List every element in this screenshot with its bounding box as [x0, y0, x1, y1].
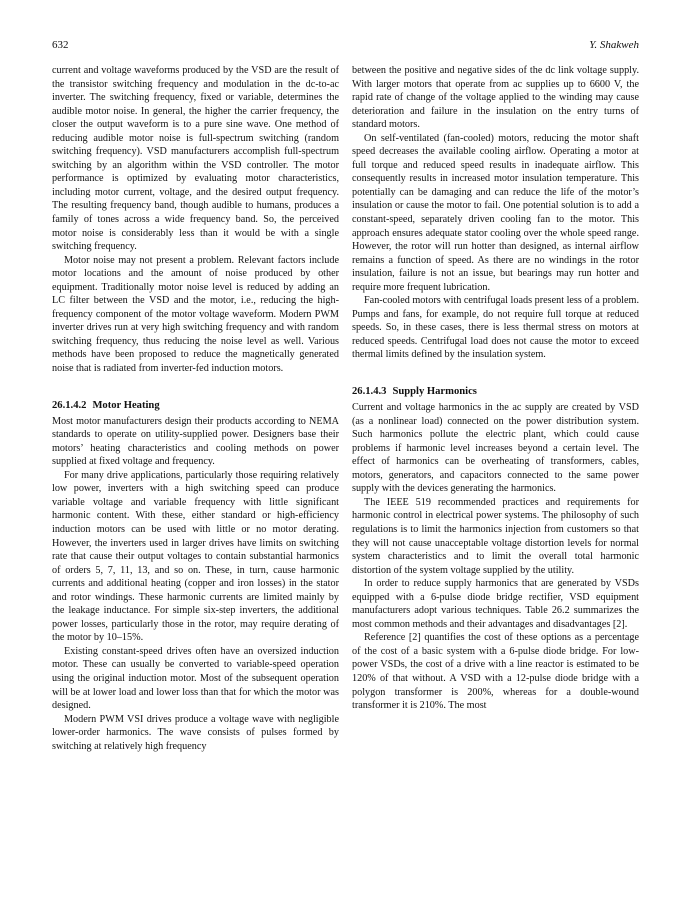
section-spacer	[352, 362, 639, 385]
running-header	[52, 37, 639, 53]
paragraph: Reference [2] quantifies the cost of these options as a percentage of the cost of a basic system with a 6-pulse diode bridge. For low-power VSDs, the cost of a drive with a line reactor is estimated to be 120% of that without. A VSD with a 12-pulse diode bridge with a polygon transformer is 200%, whereas for a double-wound transformer it is 210%. The most	[352, 632, 639, 712]
paragraph: Current and voltage harmonics in the ac supply are created by VSD (as a nonlinear load) connected on the power distribution system. Such harmonics pollute the electric plant, which could cause problems if harmonic level increases beyond a certain level. The effect of harmonics can be overheating of transformers, cables, motors, generators, and capacitors connected to the same power supply with the devices generating the harmonics.	[352, 402, 639, 495]
paragraph: On self-ventilated (fan-cooled) motors, reducing the motor shaft speed decreases the available cooling airflow. Operating a motor at full torque and reduced speed results in inadequate airflow. This consequently results in increased motor insulation temperature. This potentially can be damaging and can reduce the life of the motor’s insulation or cause the motor to fail. One potential solution is to add a constant-speed, separately driven cooling fan to the motor. This approach ensures adequate stator cooling over the whole speed range. However, the rotor will run hotter than designed, as internal airflow remains a function of speed. As there are no windings in the rotor insulation, failure is not an issue, but bearings may run hotter and require more frequent lubrication.	[352, 132, 639, 293]
paragraph: In order to reduce supply harmonics that are generated by VSDs equipped with a 6-pulse diode bridge rectifier, VSD equipment manufacturers adopt various techniques. Table 26.2 summarizes the most common methods and their advantages and disadvantages [2].	[352, 578, 639, 630]
section-title: Motor Heating	[92, 399, 160, 411]
paragraph: Motor noise may not present a problem. Relevant factors include motor locations and the amount of noise produced by other equipment. Traditionally motor noise level is reduced by adding an LC filter between the VSD and the motor, i.e., reducing the high-frequency component of the motor voltage waveform. Modern PWM inverter drives run at very high switching frequency and with random switching frequency, thus reducing the noise level as well. Various methods have been proposed to reduce the magnetically generated noise that is radiated from inverter-fed induction motors.	[52, 254, 339, 375]
paragraph: between the positive and negative sides of the dc link voltage supply. With larger motors that operate from ac supplies up to 6600 V, the rapid rate of change of the voltage applied to the winding may cause deterioration and failure in the insulation on the entry turns of standard motors.	[352, 65, 639, 131]
section-title: Supply Harmonics	[392, 386, 477, 398]
left-column	[52, 64, 339, 753]
section-heading-supply-harmonics	[352, 385, 639, 399]
paragraph: For many drive applications, particularly those requiring relatively low power, inverters with a high switching speed can produce variable voltage and variable frequency with little significant harmonic content. With these, either standard or high-efficiency induction motors can be used with little or no motor derating. However, the inverters used in larger drives have limits on switching rate that cause their output voltages to contain substantial harmonics of orders 5, 7, 11, 13, and so on. These, in turn, cause harmonic currents and additional heating (copper and iron losses) in the stator and rotor windings. These harmonic currents are limited mainly by the leakage inductance. For simple six-step inverters, the additional power losses, particularly those in the rotor, may require derating of the motor by 10–15%.	[52, 469, 339, 644]
paragraph: Most motor manufacturers design their products according to NEMA standards to operate on utility-supplied power. Designers base their motors’ heating characteristics and cooling methods on power supplied at fixed voltage and frequency.	[52, 415, 339, 468]
paragraph: Existing constant-speed drives often have an oversized induction motor. These can usually be converted to variable-speed operation using the original induction motor. Most of the subsequent operation will be at lower load and lower loss than that for which the motor was designed.	[52, 645, 339, 712]
paragraph: Modern PWM VSI drives produce a voltage wave with negligible lower-order harmonics. The wave consists of pulses formed by switching at relatively high frequency	[52, 713, 339, 752]
section-number: 26.1.4.3	[352, 386, 387, 398]
paragraph: current and voltage waveforms produced by the VSD are the result of the transistor switching frequency and modulation in the dc-to-ac inverter. The switching frequency, fixed or variable, determines the audible motor noise. In general, the higher the carrier frequency, the closer the output waveform is to a pure sine wave. One method of reducing audible motor noise is full-spectrum switching (random switching frequency). VSD manufacturers accomplish full-spectrum switching by an algorithm within the VSD controller. The motor performance is optimized by evaluating motor characteristics, including motor current, voltage, and the desired output frequency. The resulting frequency band, though audible to humans, produces a family of tones across a wide frequency band. So, the perceived motor noise is considerably less than it would be with a single switching frequency.	[52, 65, 339, 253]
section-spacer	[52, 376, 339, 399]
paragraph: The IEEE 519 recommended practices and requirements for harmonic control in electrical power systems. The philosophy of such regulations is to limit the harmonics injection from customers so that they will not cause unacceptable voltage distortion levels for normal system characteristics and to limit the overall total harmonic distortion of the system voltage supplied by the utility.	[352, 496, 639, 576]
right-column	[352, 64, 639, 713]
paragraph: Fan-cooled motors with centrifugal loads present less of a problem. Pumps and fans, for example, do not require full torque at reduced speeds. So, in these cases, there is less thermal stress on motors at reduced speeds. Centrifugal load does not cause the motor to exceed thermal limits defined by the insulation system.	[352, 295, 639, 361]
running-author: Y. Shakweh	[589, 39, 639, 51]
section-heading-motor-heating	[52, 399, 339, 413]
section-number: 26.1.4.2	[52, 399, 87, 411]
page-number: 632	[52, 39, 69, 51]
